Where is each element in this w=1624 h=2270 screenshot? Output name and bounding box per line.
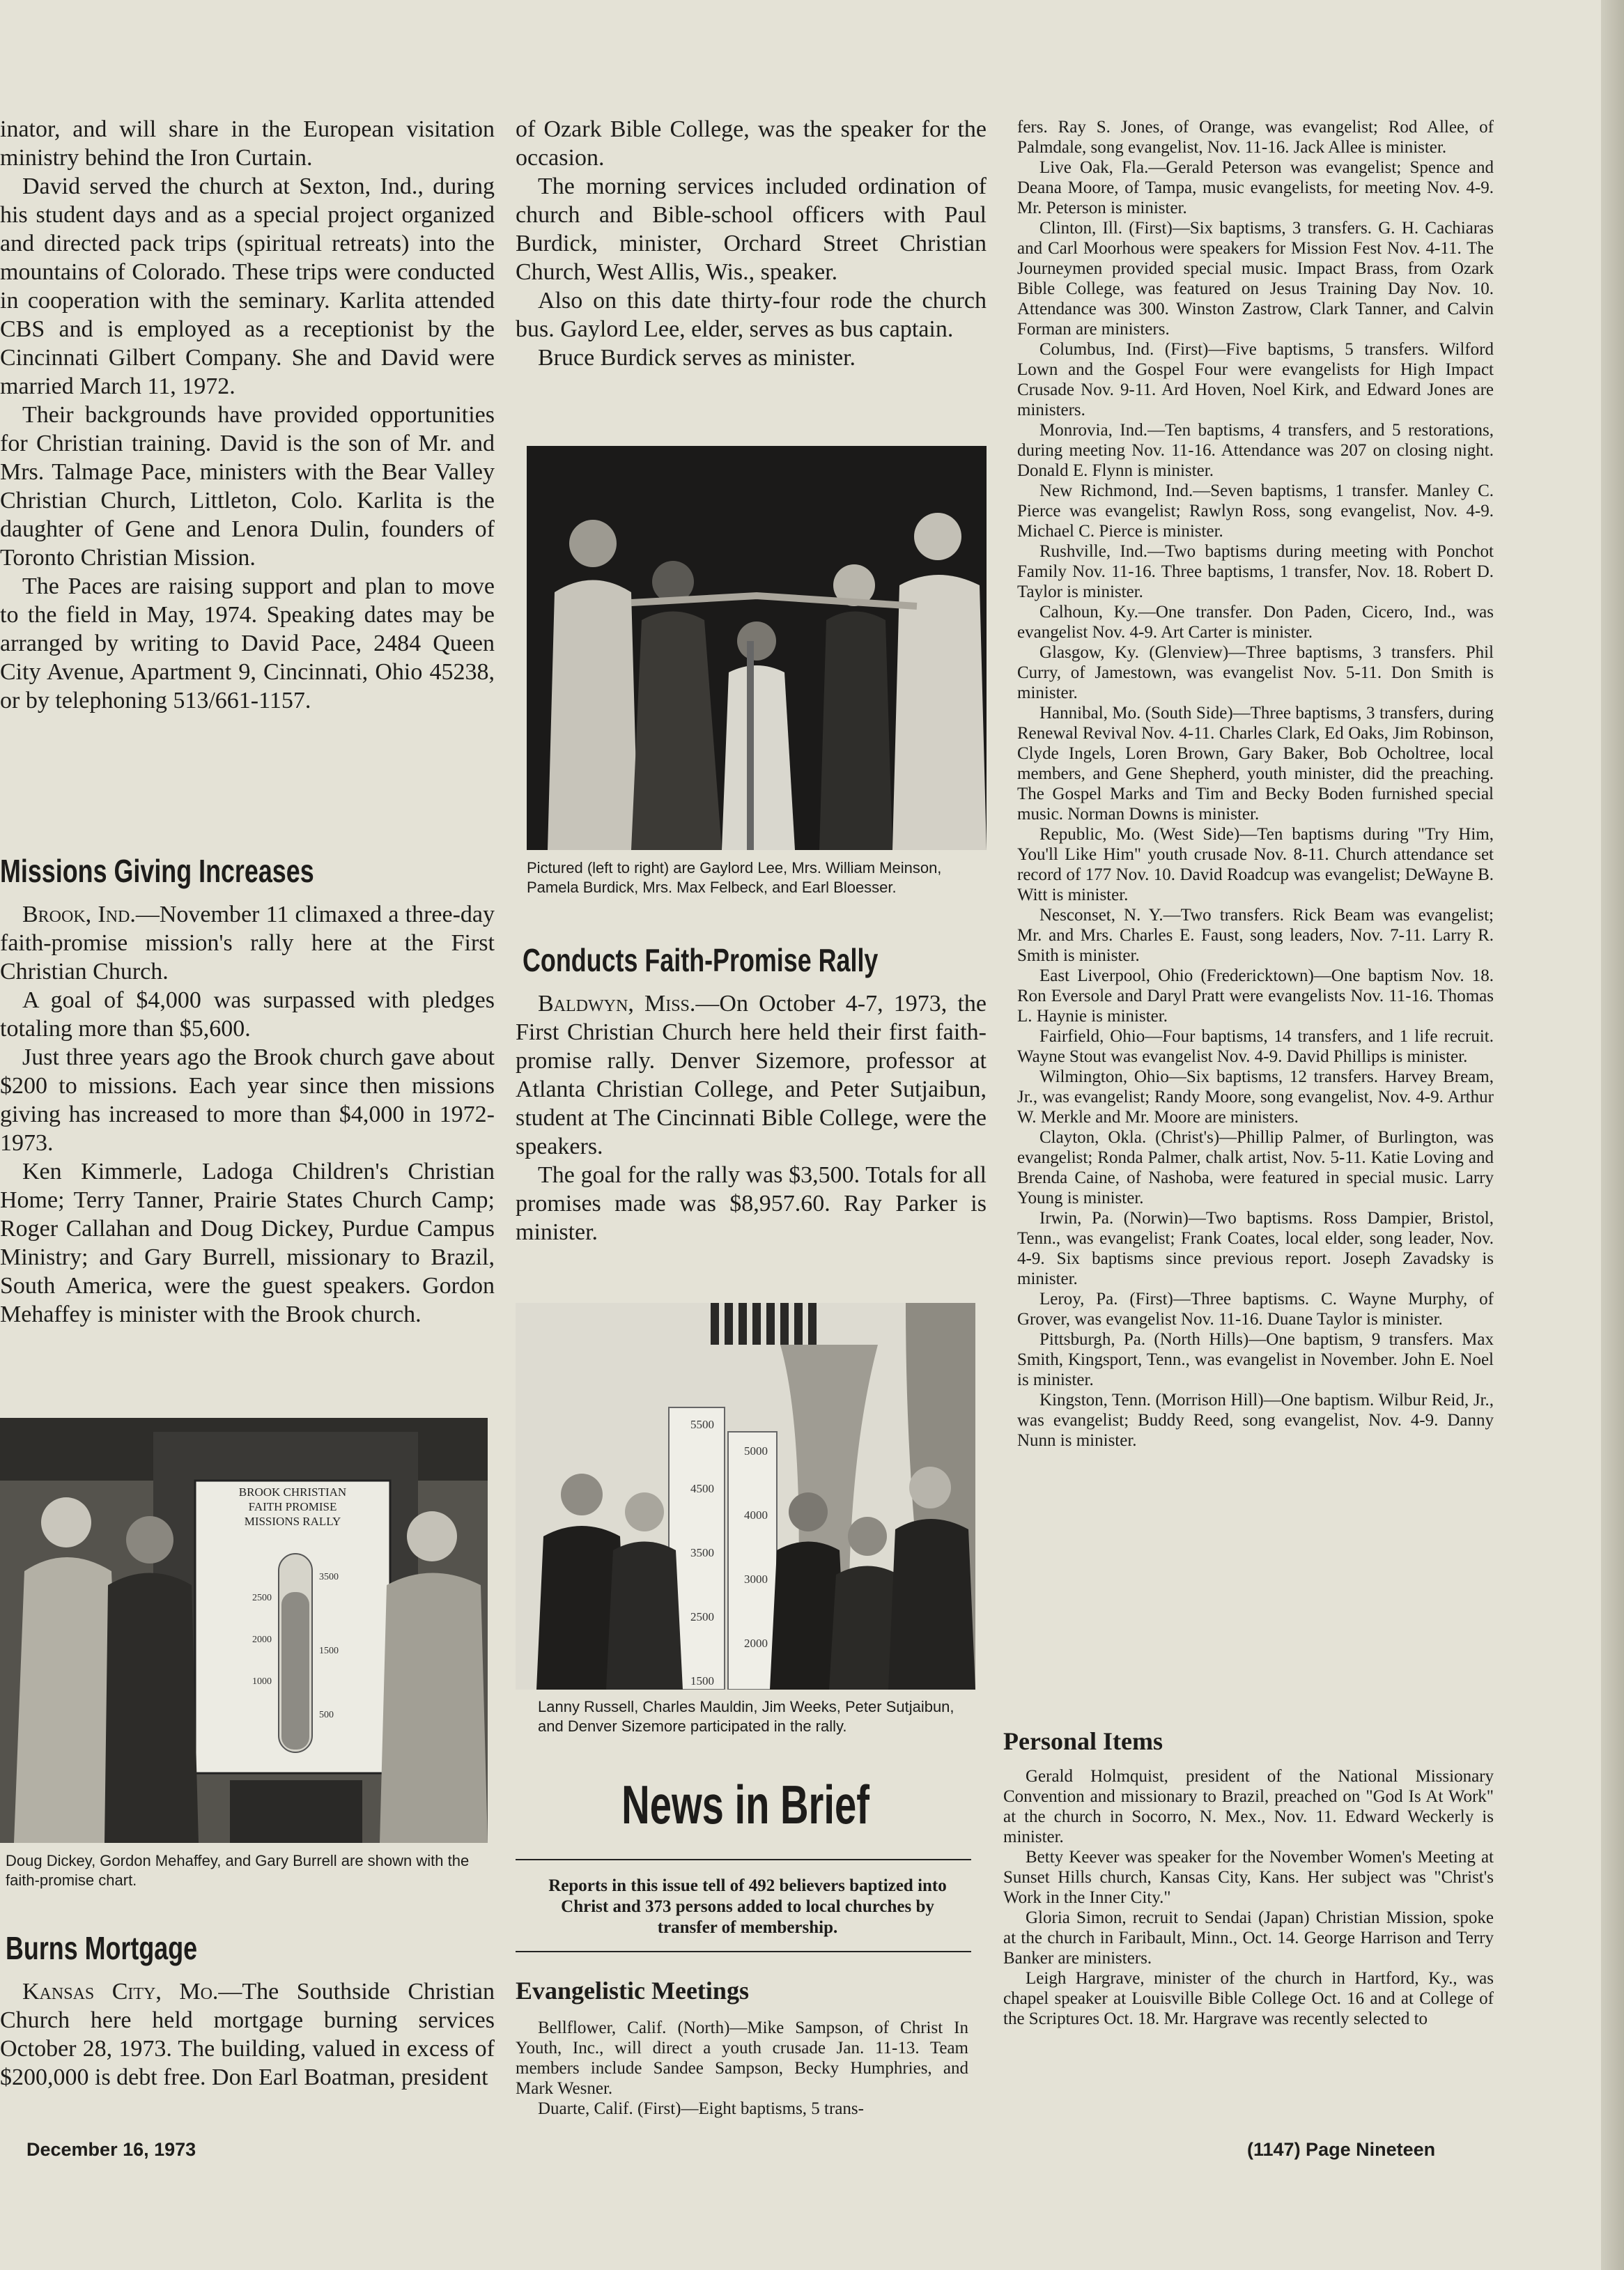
- paragraph: The Paces are raising support and plan to move to the field in May, 1974. Speaking dates may be arranged by writing to David Pace, 2484 Queen City Avenue, Apartment 9, Cincinnati, Ohio 45238, or by telephoning 513/661-1157.: [0, 573, 495, 713]
- burns-mortgage-article: [0, 1977, 495, 2092]
- meeting-entry: East Liverpool, Ohio (Fredericktown)—One baptism Nov. 18. Ron Eversole and Daryl Pratt were evangelists Nov. 11-16. Thomas L. Haynie is minister.: [1017, 966, 1494, 1026]
- paragraph: —On October 4-7, 1973, the First Christian Church here held their first faith-promise rally. Denver Sizemore, professor at Atlanta Christian College, and Peter Sutjaibun, student at The Cincinnati Bible College, were the speakers.: [516, 991, 987, 1159]
- photo-rally-caption: Lanny Russell, Charles Mauldin, Jim Weeks, Peter Sutjaibun, and Denver Sizemore participated in the rally.: [538, 1698, 954, 1735]
- meeting-entry: Wilmington, Ohio—Six baptisms, 12 transfers. Harvey Bream, Jr., was evangelist; Randy Moore, song evangelist, Nov. 4-9. Arthur W. Merkle and Mr. Moore are ministers.: [1017, 1067, 1494, 1127]
- chart-tick: 2500: [252, 1593, 272, 1603]
- meeting-entry: New Richmond, Ind.—Seven baptisms, 1 transfer. Manley C. Pierce was evangelist; Rawlyn Ross, song evangelist, Nov. 4-9. Michael C. Pierce is minister.: [1017, 481, 1494, 541]
- personal-entry: Gerald Holmquist, president of the National Missionary Convention and missionary to Brazil, preached on "God Is At Work" at the church in Socorro, N. Mex., Nov. 11. Edward Weckerly is minister.: [1003, 1767, 1494, 1846]
- meeting-entry: Rushville, Ind.—Two baptisms during meeting with Ponchot Family Nov. 11-16. Three baptisms, 1 transfer, Nov. 18. Robert D. Taylor is minister.: [1017, 542, 1494, 601]
- meeting-entry: Leroy, Pa. (First)—Three baptisms. C. Wayne Murphy, of Grover, was evangelist Nov. 11-16. Duane Taylor is minister.: [1017, 1290, 1494, 1329]
- photo-ordination-illustration: [527, 446, 987, 850]
- missions-giving-headline: Missions Giving Increases: [0, 853, 314, 889]
- chart-tick: 5500: [690, 1418, 714, 1431]
- dateline: Brook, Ind.: [22, 902, 136, 927]
- personal-entry: Leigh Hargrave, minister of the church in Hartford, Ky., was chapel speaker at Louisville Bible College Oct. 16 and at College of the Scriptures Oct. 18. Mr. Hargrave was recently selected to: [1003, 1969, 1494, 2028]
- meeting-entry: Irwin, Pa. (Norwin)—Two baptisms. Ross Dampier, Bristol, Tenn., was evangelist; Frank Coates, local elder, song leader, Nov. 4-9. Six baptisms since previous report. Joseph Zavadsky is minister.: [1017, 1209, 1494, 1288]
- chart-sign-line-1: BROOK CHRISTIAN: [238, 1485, 347, 1499]
- photo-ordination-service: [527, 446, 987, 850]
- meeting-entry: Clayton, Okla. (Christ's)—Phillip Palmer, of Burlington, was evangelist; Ronda Palmer, chalk artist, Nov. 5-11. Katie Loving and Brenda Caine, of Nashoba, were featured in special music. Larry Young is minister.: [1017, 1128, 1494, 1207]
- paragraph: —November 11 climaxed a three-day faith-promise mission's rally here at the First Christian Church.: [0, 902, 495, 985]
- photo-rally-illustration: [516, 1303, 975, 1690]
- chart-tick: 1500: [319, 1646, 339, 1656]
- paragraph: Just three years ago the Brook church gave about $200 to missions. Each year since then missions giving has increased to more than $4,000 in 1972-1973.: [0, 1044, 495, 1156]
- photo-brook-caption: Doug Dickey, Gordon Mehaffey, and Gary Burrell are shown with the faith-promise chart.: [6, 1852, 470, 1889]
- photo-rally-participants: [516, 1303, 975, 1690]
- paragraph: Ken Kimmerle, Ladoga Children's Christian Home; Terry Tanner, Prairie States Church Camp; Roger Callahan and Doug Dickey, Purdue Campus Ministry; and Gary Burrell, missionary to Brazil, South America, were the guest speakers. Gordon Mehaffey is minister with the Brook church.: [0, 1159, 495, 1327]
- photo-brook-faith-promise-chart: [0, 1418, 488, 1843]
- paragraph: Also on this date thirty-four rode the church bus. Gaylord Lee, elder, serves as bus captain.: [516, 288, 987, 342]
- meeting-entry: Nesconset, N. Y.—Two transfers. Rick Beam was evangelist; Mr. and Mrs. Charles E. Faust, song leaders, Nov. 7-11. Larry R. Smith is minister.: [1017, 906, 1494, 965]
- meeting-entry: Glasgow, Ky. (Glenview)—Three baptisms, 3 transfers. Phil Curry, of Jamestown, was evangelist Nov. 5-11. Don Smith is minister.: [1017, 643, 1494, 702]
- meeting-entry: Live Oak, Fla.—Gerald Peterson was evangelist; Spence and Deana Moore, of Tampa, music evangelists, for meeting Nov. 4-9. Mr. Peterson is minister.: [1017, 158, 1494, 217]
- chart-tick: 500: [319, 1710, 334, 1720]
- evangelistic-meetings-heading: Evangelistic Meetings: [516, 1977, 749, 2005]
- chart-tick: 3500: [690, 1546, 714, 1559]
- page-spine-shadow: [1601, 0, 1624, 2270]
- chart-tick: 2000: [744, 1637, 768, 1650]
- paragraph: The morning services included ordination of church and Bible-school officers with Paul Burdick, minister, Orchard Street Christian Church, West Allis, Wis., speaker.: [516, 173, 987, 285]
- news-in-brief-summary: Reports in this issue tell of 492 believers baptized into Christ and 373 persons added to local churches by transfer of membership.: [548, 1876, 947, 1937]
- paragraph: A goal of $4,000 was surpassed with pledges totaling more than $5,600.: [0, 987, 495, 1042]
- evangelistic-meetings-list: [516, 2018, 968, 2119]
- paragraph: of Ozark Bible College, was the speaker for the occasion.: [516, 116, 987, 171]
- photo-ordination-caption: Pictured (left to right) are Gaylord Lee, Mrs. William Meinson, Pamela Burdick, Mrs. Max Felbeck, and Earl Bloesser.: [527, 859, 942, 896]
- chart-tick: 3000: [744, 1573, 768, 1586]
- news-in-brief-title: [516, 1773, 975, 1836]
- chart-tick: 2500: [690, 1610, 714, 1623]
- meeting-entry: Columbus, Ind. (First)—Five baptisms, 5 transfers. Wilford Lown and the Gospel Four were evangelists for High Impact Crusade Nov. 9-11. Ard Hoven, Noel Kirk, and Edward Jones are ministers.: [1017, 340, 1494, 419]
- burns-mortgage-headline: Burns Mortgage: [6, 1930, 198, 1966]
- meeting-entry: Kingston, Tenn. (Morrison Hill)—One baptism. Wilbur Reid, Jr., was evangelist; Buddy Reed, song evangelist, Nov. 4-9. Danny Nunn is minister.: [1017, 1391, 1494, 1450]
- paragraph: David served the church at Sexton, Ind., during his student days and as a special project organized and directed pack trips (spiritual retreats) into the mountains of Colorado. These trips were conducted in cooperation with the seminary. Karlita attended CBS and is employed as a receptionist by the Cincinnati Gilbert Company. She and David were married March 11, 1972.: [0, 173, 495, 399]
- paragraph: The goal for the rally was $3,500. Totals for all promises made was $8,957.60. Ray Parker is minister.: [516, 1162, 987, 1245]
- meeting-entry: Calhoun, Ky.—One transfer. Don Paden, Cicero, Ind., was evangelist Nov. 4-9. Art Carter is minister.: [1017, 603, 1494, 642]
- pace-article-continued: [0, 115, 495, 715]
- meeting-entry: Clinton, Ill. (First)—Six baptisms, 3 transfers. G. H. Cachiaras and Carl Moorhous were speakers for Mission Fest Nov. 4-11. The Journeymen provided special music. Impact Brass, from Ozark Bible College, was featured on Jesus Training Day Nov. 10. Attendance was 300. Winston Zastrow, Clark Tanner, and Calvin Forman are ministers.: [1017, 219, 1494, 339]
- paragraph: Their backgrounds have provided opportunities for Christian training. David is the son of Mr. and Mrs. Talmage Pace, ministers with the Bear Valley Christian Church, Littleton, Colo. Karlita is the daughter of Gene and Lenora Dulin, founders of Toronto Christian Mission.: [0, 402, 495, 571]
- burns-mortgage-article-continued: [516, 115, 987, 372]
- photo-brook-illustration: [0, 1418, 488, 1843]
- evangelistic-meetings-continued: [1017, 117, 1494, 1451]
- chart-tick: 1500: [690, 1674, 714, 1688]
- meeting-entry: Republic, Mo. (West Side)—Ten baptisms during "Try Him, You'll Like Him" youth crusade Nov. 8-11. Church attendance set record of 177 Nov. 10. David Roadcup was evangelist; DeWayne B. Witt is minister.: [1017, 825, 1494, 904]
- chart-tick: 3500: [319, 1572, 339, 1582]
- footer-date: December 16, 1973: [26, 2139, 196, 2160]
- faith-promise-rally-article: [516, 989, 987, 1246]
- meeting-entry: Hannibal, Mo. (South Side)—Three baptisms, 3 transfers, during Renewal Revival Nov. 4-11. Charles Clark, Ed Oaks, Jim Robinson, Clyde Ingels, Loren Brown, Gary Baker, Bob Ocholtree, local members, and Gene Shepherd, youth minister, did the preaching. The Gospel Marks and Tim and Becky Boden furnished special music. Norman Downs is minister.: [1017, 704, 1494, 824]
- meeting-entry: Monrovia, Ind.—Ten baptisms, 4 transfers, and 5 restorations, during meeting Nov. 11-16. Attendance was 207 on closing night. Donald E. Flynn is minister.: [1017, 421, 1494, 480]
- chart-tick: 5000: [744, 1444, 768, 1458]
- meeting-entry: Fairfield, Ohio—Four baptisms, 14 transfers, and 1 life recruit. Wayne Stout was evangelist Nov. 4-9. David Phillips is minister.: [1017, 1027, 1494, 1066]
- dateline: Kansas City, Mo.: [22, 1979, 219, 2005]
- chart-sign-line-2: FAITH PROMISE: [248, 1500, 337, 1513]
- paragraph: —The Southside Christian Church here held mortgage burning services October 28, 1973. The building, valued in excess of $200,000 is debt free. Don Earl Boatman, president: [0, 1979, 495, 2090]
- news-in-brief-title-text: News in Brief: [621, 1774, 869, 1835]
- paragraph: Bruce Burdick serves as minister.: [538, 345, 856, 371]
- paragraph: inator, and will share in the European visitation ministry behind the Iron Curtain.: [0, 116, 495, 171]
- personal-entry: Betty Keever was speaker for the November Women's Meeting at Sunset Hills church, Kansas City, Kans. Her subject was "Christ's Work in the Inner City.": [1003, 1848, 1494, 1907]
- chart-tick: 1000: [252, 1676, 272, 1687]
- footer-page-number: (1147) Page Nineteen: [1247, 2139, 1436, 2160]
- chart-sign-line-3: MISSIONS RALLY: [244, 1515, 341, 1528]
- meeting-entry: Duarte, Calif. (First)—Eight baptisms, 5 trans-: [538, 2099, 864, 2118]
- personal-entry: Gloria Simon, recruit to Sendai (Japan) Christian Mission, spoke at the church in Faribault, Minn., Oct. 14. George Harrison and Terry Banker are ministers.: [1003, 1908, 1494, 1968]
- chart-tick: 2000: [252, 1635, 272, 1645]
- personal-items-heading: Personal Items: [1003, 1727, 1163, 1755]
- meeting-entry: Pittsburgh, Pa. (North Hills)—One baptism, 9 transfers. Max Smith, Kingsport, Tenn., was evangelist in November. John E. Noel is minister.: [1017, 1330, 1494, 1389]
- personal-items-list: [1003, 1766, 1494, 2029]
- missions-giving-article: [0, 900, 495, 1329]
- chart-tick: 4500: [690, 1482, 714, 1495]
- meeting-entry: fers. Ray S. Jones, of Orange, was evangelist; Rod Allee, of Palmdale, song evangelist, Nov. 11-16. Jack Allee is minister.: [1017, 118, 1494, 157]
- faith-promise-rally-headline: Conducts Faith-Promise Rally: [523, 942, 879, 978]
- divider: [516, 1951, 971, 1952]
- chart-tick: 4000: [744, 1508, 768, 1522]
- divider: [516, 1859, 971, 1860]
- meeting-entry: Bellflower, Calif. (North)—Mike Sampson, of Christ In Youth, Inc., will direct a youth crusade Jan. 11-13. Team members include Sandee Sampson, Becky Humphries, and Mark Wesner.: [516, 2018, 968, 2098]
- dateline: Baldwyn, Miss.: [538, 991, 696, 1017]
